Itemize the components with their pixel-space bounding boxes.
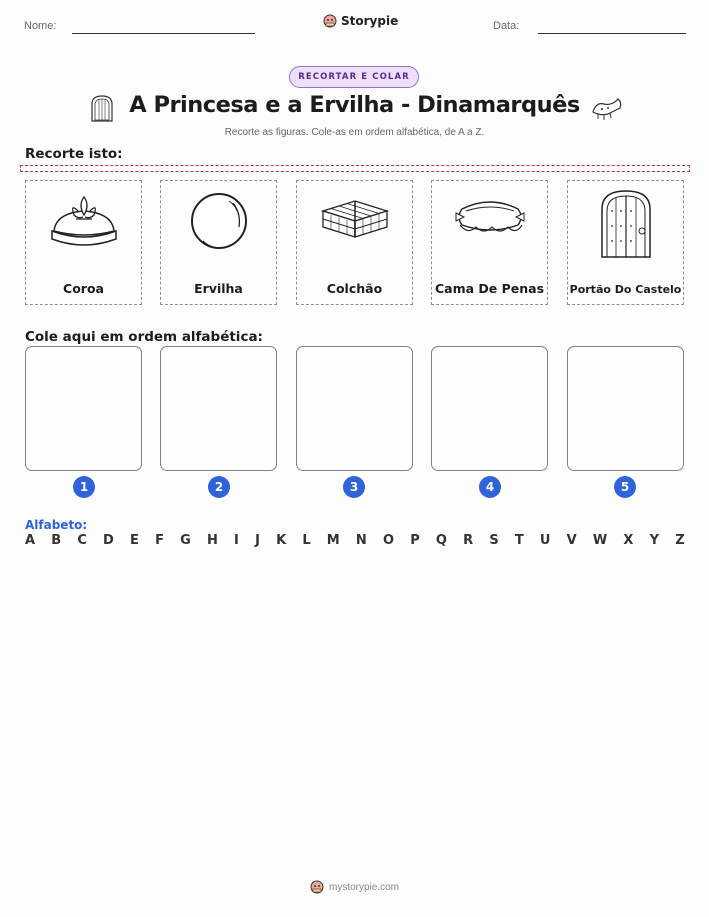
brand-name: Storypie (341, 14, 399, 28)
alphabet-letter: A (25, 533, 36, 548)
cutout-card-feather-bed[interactable] (431, 180, 548, 305)
cut-line (20, 165, 690, 172)
alphabet-letter: D (103, 533, 114, 548)
alphabet-letter: Z (675, 533, 685, 548)
alphabet-letter: S (489, 533, 499, 548)
slot-number-5: 5 (614, 476, 636, 498)
alphabet-letter: M (326, 533, 340, 548)
alphabet-row (25, 533, 685, 548)
card-label: Colchão (326, 281, 383, 296)
storypie-logo (323, 14, 398, 28)
castle-gate-icon (568, 181, 685, 261)
date-line[interactable] (538, 33, 686, 34)
alphabet-letter: R (463, 533, 474, 548)
storypie-mascot-icon (323, 14, 337, 28)
activity-badge: RECORTAR E COLAR (289, 66, 419, 88)
alphabet-letter: B (51, 533, 62, 548)
alphabet-letter: O (382, 533, 395, 548)
alphabet-letter: H (206, 533, 218, 548)
alphabet-letter: W (592, 533, 608, 548)
card-label: Coroa (63, 281, 104, 296)
feather-bed-icon (432, 181, 549, 261)
paste-box-4[interactable] (431, 346, 548, 471)
card-label: Ervilha (194, 281, 243, 296)
crown-icon (26, 181, 143, 261)
alphabet-letter: I (234, 533, 239, 548)
footer-site[interactable]: mystorypie.com (328, 881, 399, 893)
paste-box-1[interactable] (25, 346, 142, 471)
alphabet-letter: F (155, 533, 164, 548)
alphabet-letter: C (77, 533, 87, 548)
glass-slipper-icon (590, 94, 624, 122)
alphabet-letter: E (130, 533, 139, 548)
alphabet-letter: P (410, 533, 420, 548)
alphabet-letter: L (302, 533, 311, 548)
date-label: Data: (493, 20, 520, 32)
paste-box-5[interactable] (567, 346, 684, 471)
mattress-icon (297, 181, 414, 261)
cutout-card-castle-gate[interactable] (567, 180, 684, 305)
worksheet-title: A Princesa e a Ervilha - Dinamarquês (129, 92, 580, 118)
instructions: Recorte as figuras. Cole-as em ordem alfabética, de A a Z. (224, 127, 485, 138)
footer (0, 880, 709, 894)
alphabet-letter: K (276, 533, 287, 548)
cutout-card-pea[interactable] (160, 180, 277, 305)
cut-heading: Recorte isto: (25, 146, 123, 162)
storypie-mascot-icon (310, 880, 324, 894)
slot-number-4: 4 (479, 476, 501, 498)
name-label: Nome: (24, 20, 57, 32)
alphabet-letter: Q (435, 533, 447, 548)
alphabet-letter: J (255, 533, 260, 548)
card-label: Cama De Penas (434, 281, 545, 296)
paste-box-2[interactable] (160, 346, 277, 471)
alphabet-letter: V (566, 533, 577, 548)
card-label: Portão Do Castelo (569, 283, 682, 296)
pea-icon (161, 181, 278, 261)
alphabet-letter: G (180, 533, 191, 548)
slot-number-2: 2 (208, 476, 230, 498)
alphabet-letter: T (514, 533, 524, 548)
cutout-card-mattress[interactable] (296, 180, 413, 305)
alphabet-letter: N (355, 533, 367, 548)
paste-box-3[interactable] (296, 346, 413, 471)
paste-heading: Cole aqui em ordem alfabética: (25, 329, 263, 345)
alphabet-letter: Y (649, 533, 660, 548)
cutout-card-crown[interactable] (25, 180, 142, 305)
alphabet-letter: U (539, 533, 551, 548)
slot-number-1: 1 (73, 476, 95, 498)
alphabet-heading: Alfabeto: (25, 518, 88, 532)
name-line[interactable] (72, 33, 255, 34)
slot-number-3: 3 (343, 476, 365, 498)
alphabet-letter: X (623, 533, 634, 548)
